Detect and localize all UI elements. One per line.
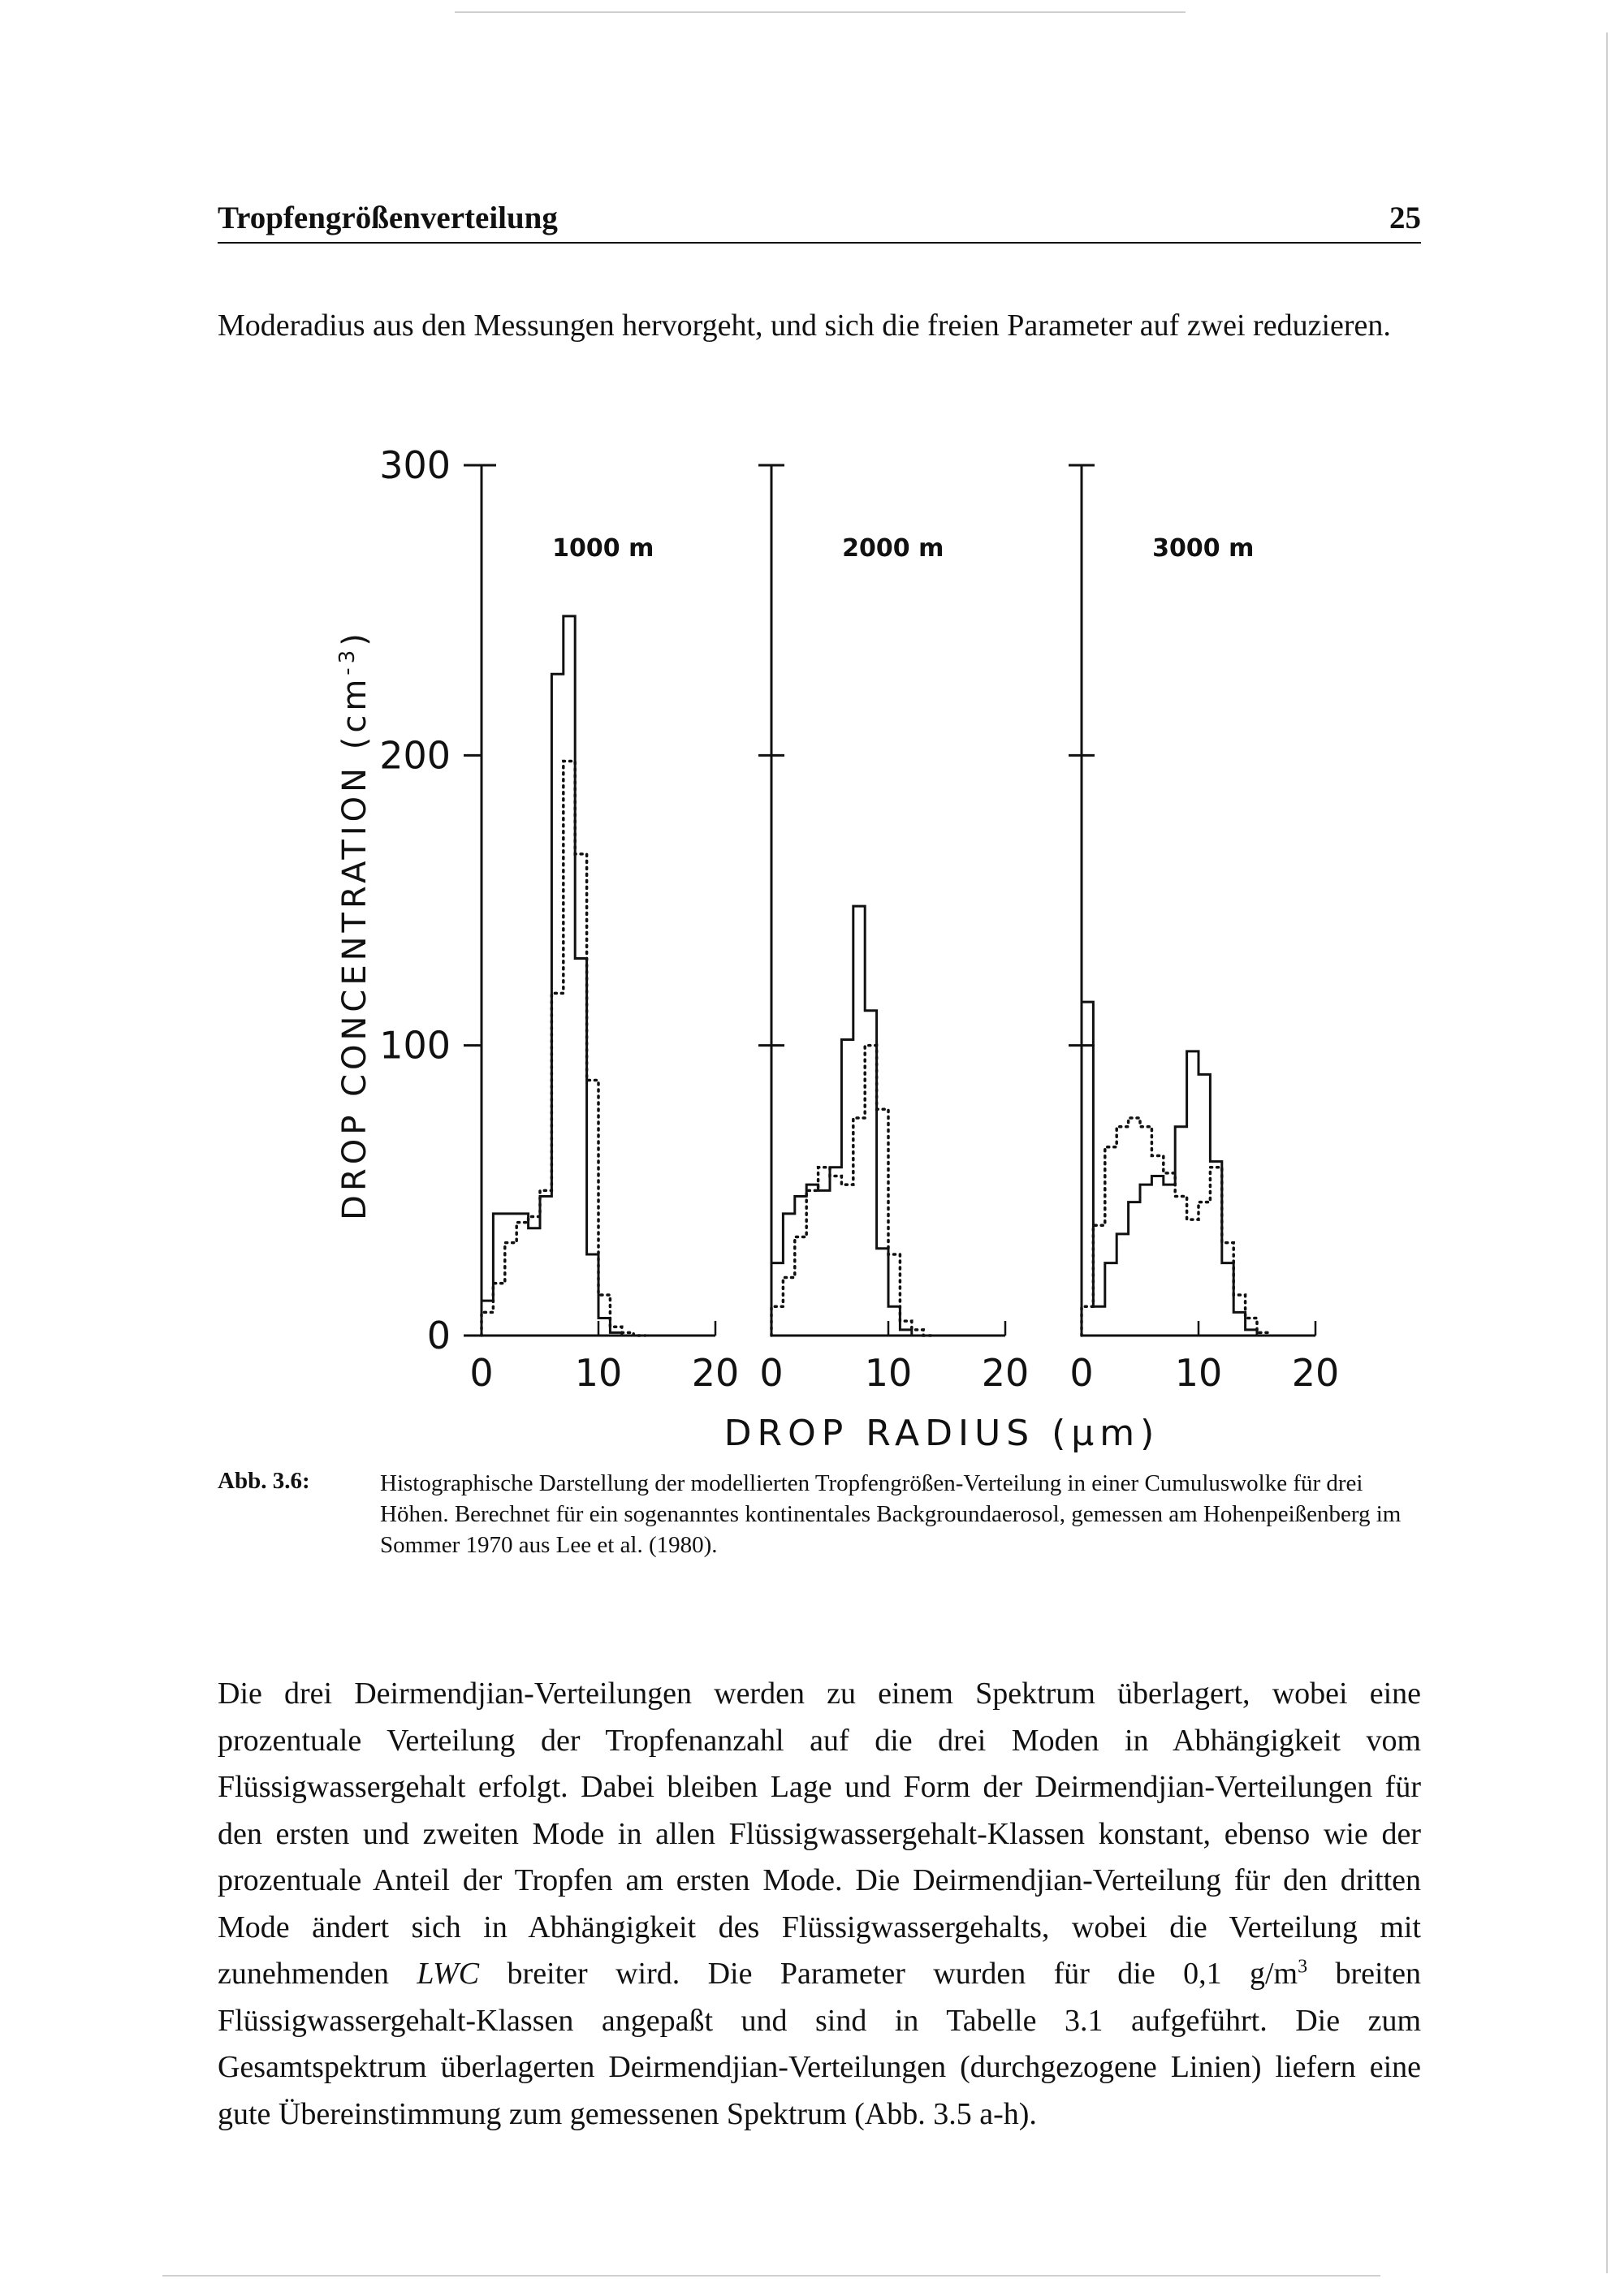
y-tick-label: 0 — [426, 1314, 451, 1357]
x-tick-label: 20 — [691, 1351, 740, 1395]
figure-label: Abb. 3.6: — [218, 1468, 310, 1494]
body-text-start: Die drei Deirmendjian-Verteilungen werden zu einem Spektrum überlagert, wobei eine prozentuale Verteilung der Tropfenanzahl auf die drei Moden in Abhängigkeit vom Flüssigwassergehalt erfolgt. Dabei bleiben Lage und Form der Deirmendjian-Verteilungen für den ersten und zweiten Mode in allen Flüssigwassergehalt-Klassen konstant, ebenso wie der prozentuale Anteil der Tropfen am ersten Mode. Die Deirmendjian-Verteilung für den dritten Mode ändert sich in Abhängigkeit des Flüssigwassergehalts, wobei die Verteilung mit zunehmenden — [218, 1677, 1421, 1991]
histogram-dotted-series — [771, 1046, 935, 1336]
y-tick-label: 300 — [379, 443, 451, 487]
y-tick-label: 200 — [379, 733, 451, 778]
x-tick-label: 10 — [1174, 1351, 1223, 1395]
y-axis-title: DROP CONCENTRATION $(cm^{-3})$ — [335, 629, 374, 1220]
panel-label: 1000 m — [552, 534, 654, 563]
x-tick-label: 20 — [981, 1351, 1030, 1395]
body-text-middle: breiter wird. Die Parameter wurden für die 0,1 g/m — [479, 1957, 1298, 1991]
x-tick-label: 10 — [574, 1351, 623, 1395]
x-tick-label: 10 — [864, 1351, 913, 1395]
figure-caption: Histographische Darstellung der modellierten Tropfengrößen-Verteilung in einer Cumuluswolke für drei Höhen. Berechnet für ein sogenanntes kontinentales Backgroundaerosol, gemessen am Hohenpeißenberg im Sommer 1970 aus Lee et al. (1980). — [380, 1470, 1402, 1558]
histogram-dotted-series — [482, 761, 646, 1336]
panel-label: 3000 m — [1152, 534, 1255, 563]
x-tick-label: 0 — [1069, 1351, 1094, 1395]
figure-3-6 — [309, 438, 1348, 1453]
drop-size-histogram-chart — [309, 438, 1348, 1453]
scan-artifact-right — [1606, 32, 1608, 2273]
y-tick-label: 100 — [379, 1023, 451, 1068]
x-tick-label: 0 — [469, 1351, 494, 1395]
intro-paragraph: Moderadius aus den Messungen hervorgeht, und sich die freien Parameter auf zwei reduzieren. — [218, 309, 1391, 343]
x-tick-label: 20 — [1291, 1351, 1340, 1395]
panel-label: 2000 m — [842, 534, 944, 563]
scan-artifact-bottom — [162, 2275, 1380, 2277]
body-paragraph — [218, 1671, 1421, 2138]
body-superscript: 3 — [1298, 1956, 1308, 1978]
running-title: Tropfengrößenverteilung — [218, 201, 558, 235]
histogram-solid-series — [1082, 1002, 1268, 1336]
x-axis-title: DROP RADIUS (µm) — [723, 1413, 1160, 1453]
body-lwc: LWC — [417, 1957, 480, 1991]
x-tick-label: 0 — [759, 1351, 784, 1395]
page-header — [218, 200, 1421, 244]
scan-artifact-top — [455, 11, 1186, 13]
body-text-end: breiten Flüssigwassergehalt-Klassen angepaßt und sind in Tabelle 3.1 aufgeführt. Die zum Gesamtspektrum überlagerten Deirmendjian-Verteilungen (durchgezogene Linien) liefern eine gute Übereinstimmung zum gemessenen Spektrum (Abb. 3.5 a-h). — [218, 1957, 1421, 2131]
page-number: 25 — [1389, 201, 1421, 235]
